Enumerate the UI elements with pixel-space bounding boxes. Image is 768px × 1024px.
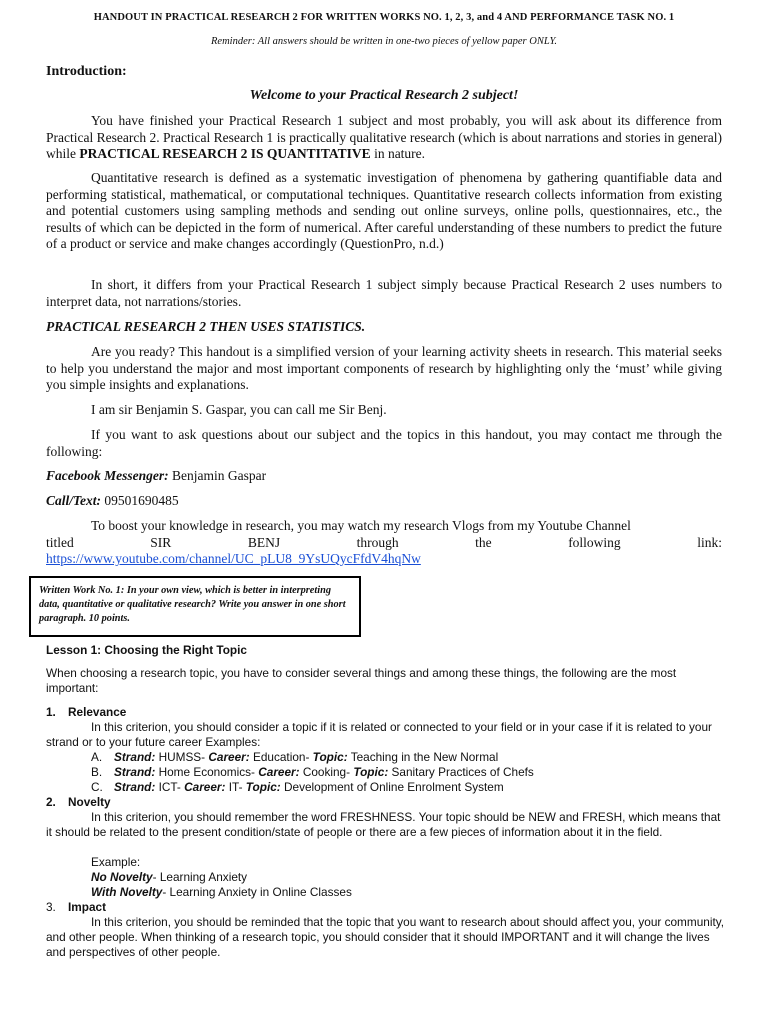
relevance-example-a (91, 750, 768, 765)
criterion-title: Novelty (68, 795, 111, 809)
facebook-label: Facebook Messenger: (46, 468, 169, 483)
call-value: 09501690485 (101, 493, 179, 508)
youtube-channel-link[interactable]: https://www.youtube.com/channel/UC_pLU8_9YsUQycFfdV4hqNw (46, 551, 421, 566)
topic-value: Sanitary Practices of Chefs (388, 765, 534, 779)
lesson-1-intro: When choosing a research topic, you have to consider several things and among these things, the following are the most important: (46, 666, 677, 696)
intro-paragraph-6: If you want to ask questions about our subject and the topics in this handout, you may contact me through the following: (46, 427, 722, 459)
example-letter: B. (91, 765, 103, 779)
strand-label: Strand: (114, 780, 156, 794)
call-label: Call/Text: (46, 493, 102, 508)
intro-paragraph-1 (46, 113, 722, 163)
welcome-heading: Welcome to your Practical Research 2 subject! (249, 88, 519, 103)
intro-paragraph-1-text: You have finished your Practical Research 1 subject and most probably, you will ask about its difference from Practical Research 2. Practical Research 1 is practically qualitative research (which is about narrations and stories in general) while (46, 113, 722, 162)
intro-paragraph-5: I am sir Benjamin S. Gaspar, you can call me Sir Benj. (91, 402, 387, 417)
career-label: Career: (184, 780, 226, 794)
intro-paragraph-1-end: in nature. (370, 146, 426, 162)
word: SIR (150, 535, 172, 550)
introduction-heading: Introduction: (46, 64, 127, 79)
relevance-example-c (91, 780, 768, 795)
criterion-title: Impact (68, 900, 107, 914)
word: following (568, 535, 621, 550)
criterion-impact-text: In this criterion, you should be reminded that the topic that you want to research about should affect you, your community, and other people. When thinking of a research topic, you should consider that it should IMPORTANT and it will change the lives and perspectives of other people. (46, 915, 725, 960)
written-work-1-box: Written Work No. 1: In your own view, which is better in interpreting data, quantitative or qualitative research? Write you answer in one short paragraph. 10 points. (29, 576, 361, 637)
criterion-number: 3. (46, 900, 56, 914)
criterion-title: Relevance (68, 705, 127, 719)
box-marker: . (33, 567, 36, 581)
facebook-value: Benjamin Gaspar (168, 468, 267, 483)
with-novelty-value: - Learning Anxiety in Online Classes (162, 885, 352, 899)
strand-value: ICT- (155, 780, 185, 794)
call-contact (46, 493, 722, 510)
topic-value: Development of Online Enrolment System (280, 780, 504, 794)
topic-label: Topic: (312, 750, 348, 764)
with-novelty-label: With Novelty (91, 885, 163, 899)
topic-label: Topic: (353, 765, 389, 779)
no-novelty-example (91, 870, 768, 885)
word: link: (697, 535, 722, 550)
intro-paragraph-7: To boost your knowledge in research, you may watch my research Vlogs from my Youtube Channel (91, 518, 631, 533)
career-label: Career: (208, 750, 250, 764)
novelty-example-label: Example: (91, 855, 141, 869)
criterion-number: 1. (46, 705, 56, 719)
strand-label: Strand: (114, 765, 156, 779)
example-letter: C. (91, 780, 103, 794)
criterion-impact-heading (46, 900, 726, 915)
career-value: Education- (249, 750, 313, 764)
with-novelty-example (91, 885, 768, 900)
relevance-example-b (91, 765, 768, 780)
strand-value: HUMSS- (155, 750, 209, 764)
facebook-contact (46, 468, 722, 485)
career-value: IT- (225, 780, 246, 794)
criterion-relevance-text: In this criterion, you should consider a topic if it is related or connected to your field or in your case if it is related to your strand or to your future career Examples: (46, 720, 712, 750)
intro-paragraph-2: Quantitative research is defined as a systematic investigation of phenomena by gathering quantifiable data and performing statistical, mathematical, or computational techniques. Quantitative research collects information from existing and potential customers using sampling methods and sending out online surveys, online polls, questionnaires, etc., the results of which can be depicted in the form of numerical. After careful understanding of these numbers to predict the future of a product or service and make changes accordingly (QuestionPro, n.d.) (46, 170, 722, 252)
handout-title: HANDOUT IN PRACTICAL RESEARCH 2 FOR WRITTEN WORKS NO. 1, 2, 3, and 4 AND PERFORMANCE TASK NO. 1 (93, 12, 675, 23)
word: titled (46, 535, 74, 550)
no-novelty-value: - Learning Anxiety (152, 870, 248, 884)
word: BENJ (247, 535, 281, 550)
example-letter: A. (91, 750, 103, 764)
strand-label: Strand: (114, 750, 156, 764)
topic-value: Teaching in the New Normal (347, 750, 499, 764)
topic-label: Topic: (245, 780, 281, 794)
intro-paragraph-4: Are you ready? This handout is a simplified version of your learning activity sheets in research. This material seeks to help you understand the major and most important components of research by highlighting only the ‘must’ while giving you simple insights and explanations. (46, 344, 722, 393)
career-value: Cooking- (299, 765, 354, 779)
career-label: Career: (258, 765, 300, 779)
word: through (356, 535, 399, 550)
criterion-number: 2. (46, 795, 56, 809)
quantitative-emphasis: PRACTICAL RESEARCH 2 IS QUANTITATIVE (79, 146, 371, 162)
word: the (475, 535, 492, 550)
criterion-novelty-heading (46, 795, 726, 810)
no-novelty-label: No Novelty (91, 870, 153, 884)
strand-value: Home Economics- (155, 765, 259, 779)
criterion-novelty-text: In this criterion, you should remember the word FRESHNESS. Your topic should be NEW and FRESH, which means that it should be related to the present condition/state of people or there are a few pieces of information about it in the field. (46, 810, 721, 840)
intro-paragraph-3: In short, it differs from your Practical Research 1 subject simply because Practical Research 2 uses numbers to interpret data, not narrations/stories. (46, 277, 722, 309)
reminder-note: Reminder: All answers should be written in one-two pieces of yellow paper ONLY. (211, 36, 557, 47)
statistics-heading: PRACTICAL RESEARCH 2 THEN USES STATISTICS. (46, 319, 366, 334)
youtube-link-line (46, 551, 722, 568)
criterion-relevance-heading (46, 705, 726, 720)
lesson-1-title: Lesson 1: Choosing the Right Topic (46, 643, 247, 657)
intro-paragraph-7-line-2 (46, 535, 722, 552)
